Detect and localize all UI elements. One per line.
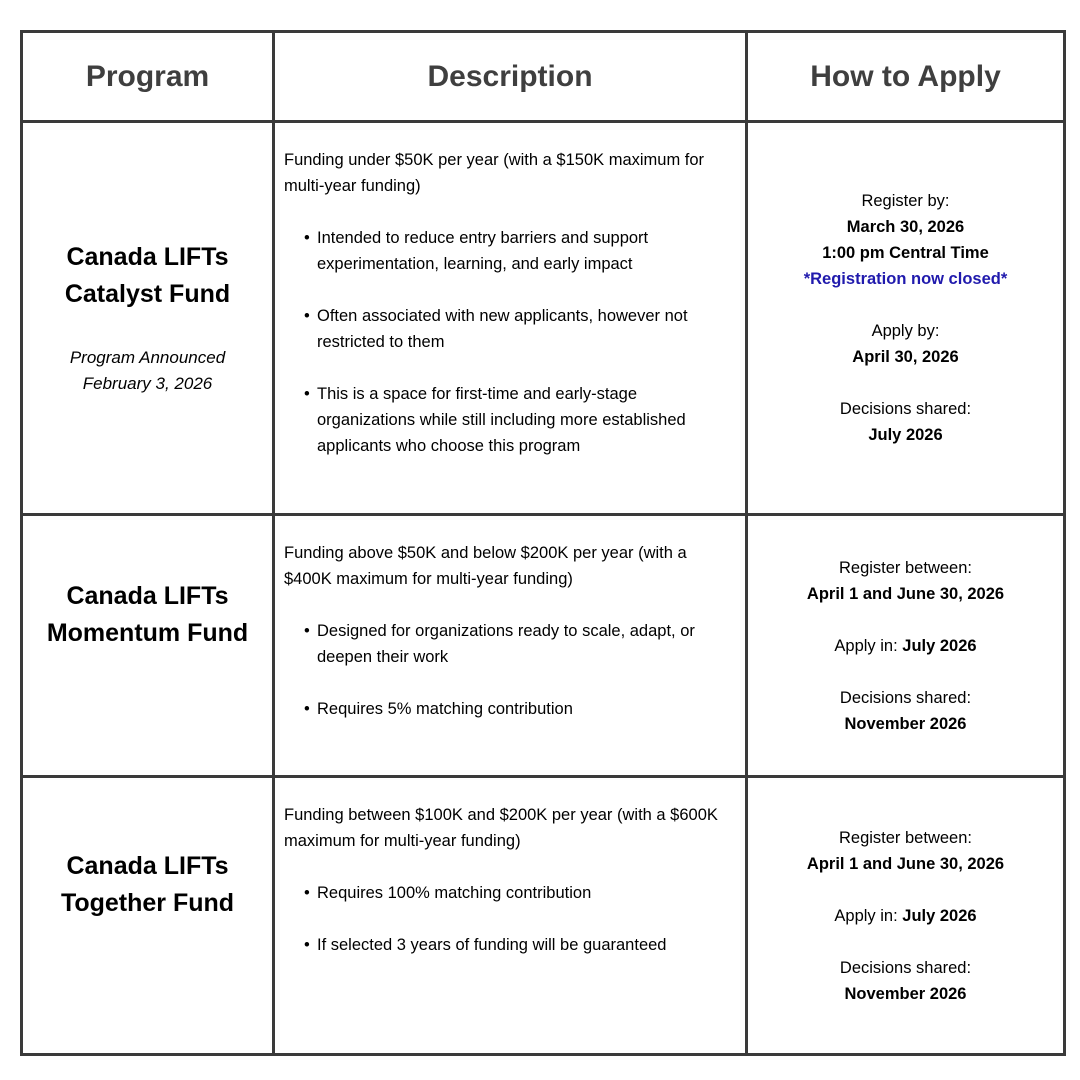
apply-line [840,396,971,422]
program-cell [23,516,272,775]
apply-text: Apply in: [834,636,903,655]
apply-section [807,825,1004,877]
apply-cell [748,123,1063,513]
program-note-line: Program Announced [69,348,226,367]
apply-cell [748,516,1063,775]
description-bullet: • This is a space for first-time and early-stage organizations while still including more established applicants who choose this program [284,381,729,459]
apply-line [807,825,1004,851]
apply-cell [748,778,1063,1053]
apply-line [804,188,1008,214]
header-description: Description [275,33,745,120]
apply-line [807,555,1004,581]
apply-text: Apply by: [871,322,940,340]
program-name [47,578,248,652]
apply-section [834,903,976,929]
apply-text: April 1 and June 30, 2026 [806,584,1005,603]
program-announced-note [70,345,225,397]
program-cell [23,123,272,513]
apply-text: July 2026 [868,426,943,444]
header-how-to-apply: How to Apply [748,33,1063,120]
apply-section [834,633,976,659]
program-cell [23,778,272,1053]
program-name-line: Canada LIFTs [66,851,229,880]
description-cell [275,123,745,513]
apply-line [840,981,971,1007]
apply-line [840,685,971,711]
apply-text: Decisions shared: [839,400,972,418]
apply-line [807,581,1004,607]
apply-line [852,318,958,344]
registration-closed-notice [804,266,1008,292]
apply-line [840,711,971,737]
apply-line [807,851,1004,877]
description-intro: Funding between $100K and $200K per year (with a $600K maximum for multi-year funding) [284,806,718,850]
apply-section [840,955,971,1007]
description-cell [275,778,745,1053]
description-cell [275,516,745,775]
program-name-line: Canada LIFTs [66,243,229,271]
apply-line [804,240,1008,266]
program-name [61,848,234,922]
apply-text: July 2026 [902,636,977,655]
apply-text: Register between: [838,828,972,847]
apply-line [804,214,1008,240]
apply-line [834,903,976,929]
apply-text: April 30, 2026 [852,348,959,366]
apply-text: March 30, 2026 [846,218,965,236]
apply-line [840,422,971,448]
description-bullet: • Requires 5% matching contribution [284,696,729,722]
apply-text: November 2026 [844,984,967,1003]
apply-section [840,396,971,448]
apply-text: July 2026 [902,906,977,925]
description-intro: Funding under $50K per year (with a $150K maximum for multi-year funding) [284,151,705,195]
apply-line [840,955,971,981]
apply-text: April 1 and June 30, 2026 [806,854,1005,873]
apply-section [840,685,971,737]
apply-text: Decisions shared: [839,958,972,977]
program-name-line: Momentum Fund [46,618,249,647]
apply-section [852,318,958,370]
apply-text: Register between: [838,558,972,577]
description-intro: Funding above $50K and below $200K per year (with a $400K maximum for multi-year funding) [284,544,687,588]
programs-table [20,30,1066,1056]
apply-text: Register by: [861,192,950,210]
program-name-line: Canada LIFTs [66,581,229,610]
program-name [65,239,230,313]
program-name-line: Together Fund [60,888,235,917]
apply-text: Decisions shared: [839,688,972,707]
description-bullet: • If selected 3 years of funding will be guaranteed [284,932,729,958]
apply-section [804,188,1008,292]
description-bullet: • Requires 100% matching contribution [284,880,729,906]
program-name-line: Catalyst Fund [64,280,231,308]
apply-text: Apply in: [834,906,903,925]
apply-line [852,344,958,370]
apply-text: *Registration now closed* [803,270,1008,288]
apply-section [807,555,1004,607]
description-bullet: • Intended to reduce entry barriers and support experimentation, learning, and early impact [284,225,729,277]
apply-line [834,633,976,659]
apply-text: November 2026 [844,714,967,733]
header-program: Program [23,33,272,120]
program-note-line: February 3, 2026 [82,374,213,393]
description-bullet: • Often associated with new applicants, however not restricted to them [284,303,729,355]
description-bullet: • Designed for organizations ready to scale, adapt, or deepen their work [284,618,729,670]
apply-text: 1:00 pm Central Time [822,244,989,262]
